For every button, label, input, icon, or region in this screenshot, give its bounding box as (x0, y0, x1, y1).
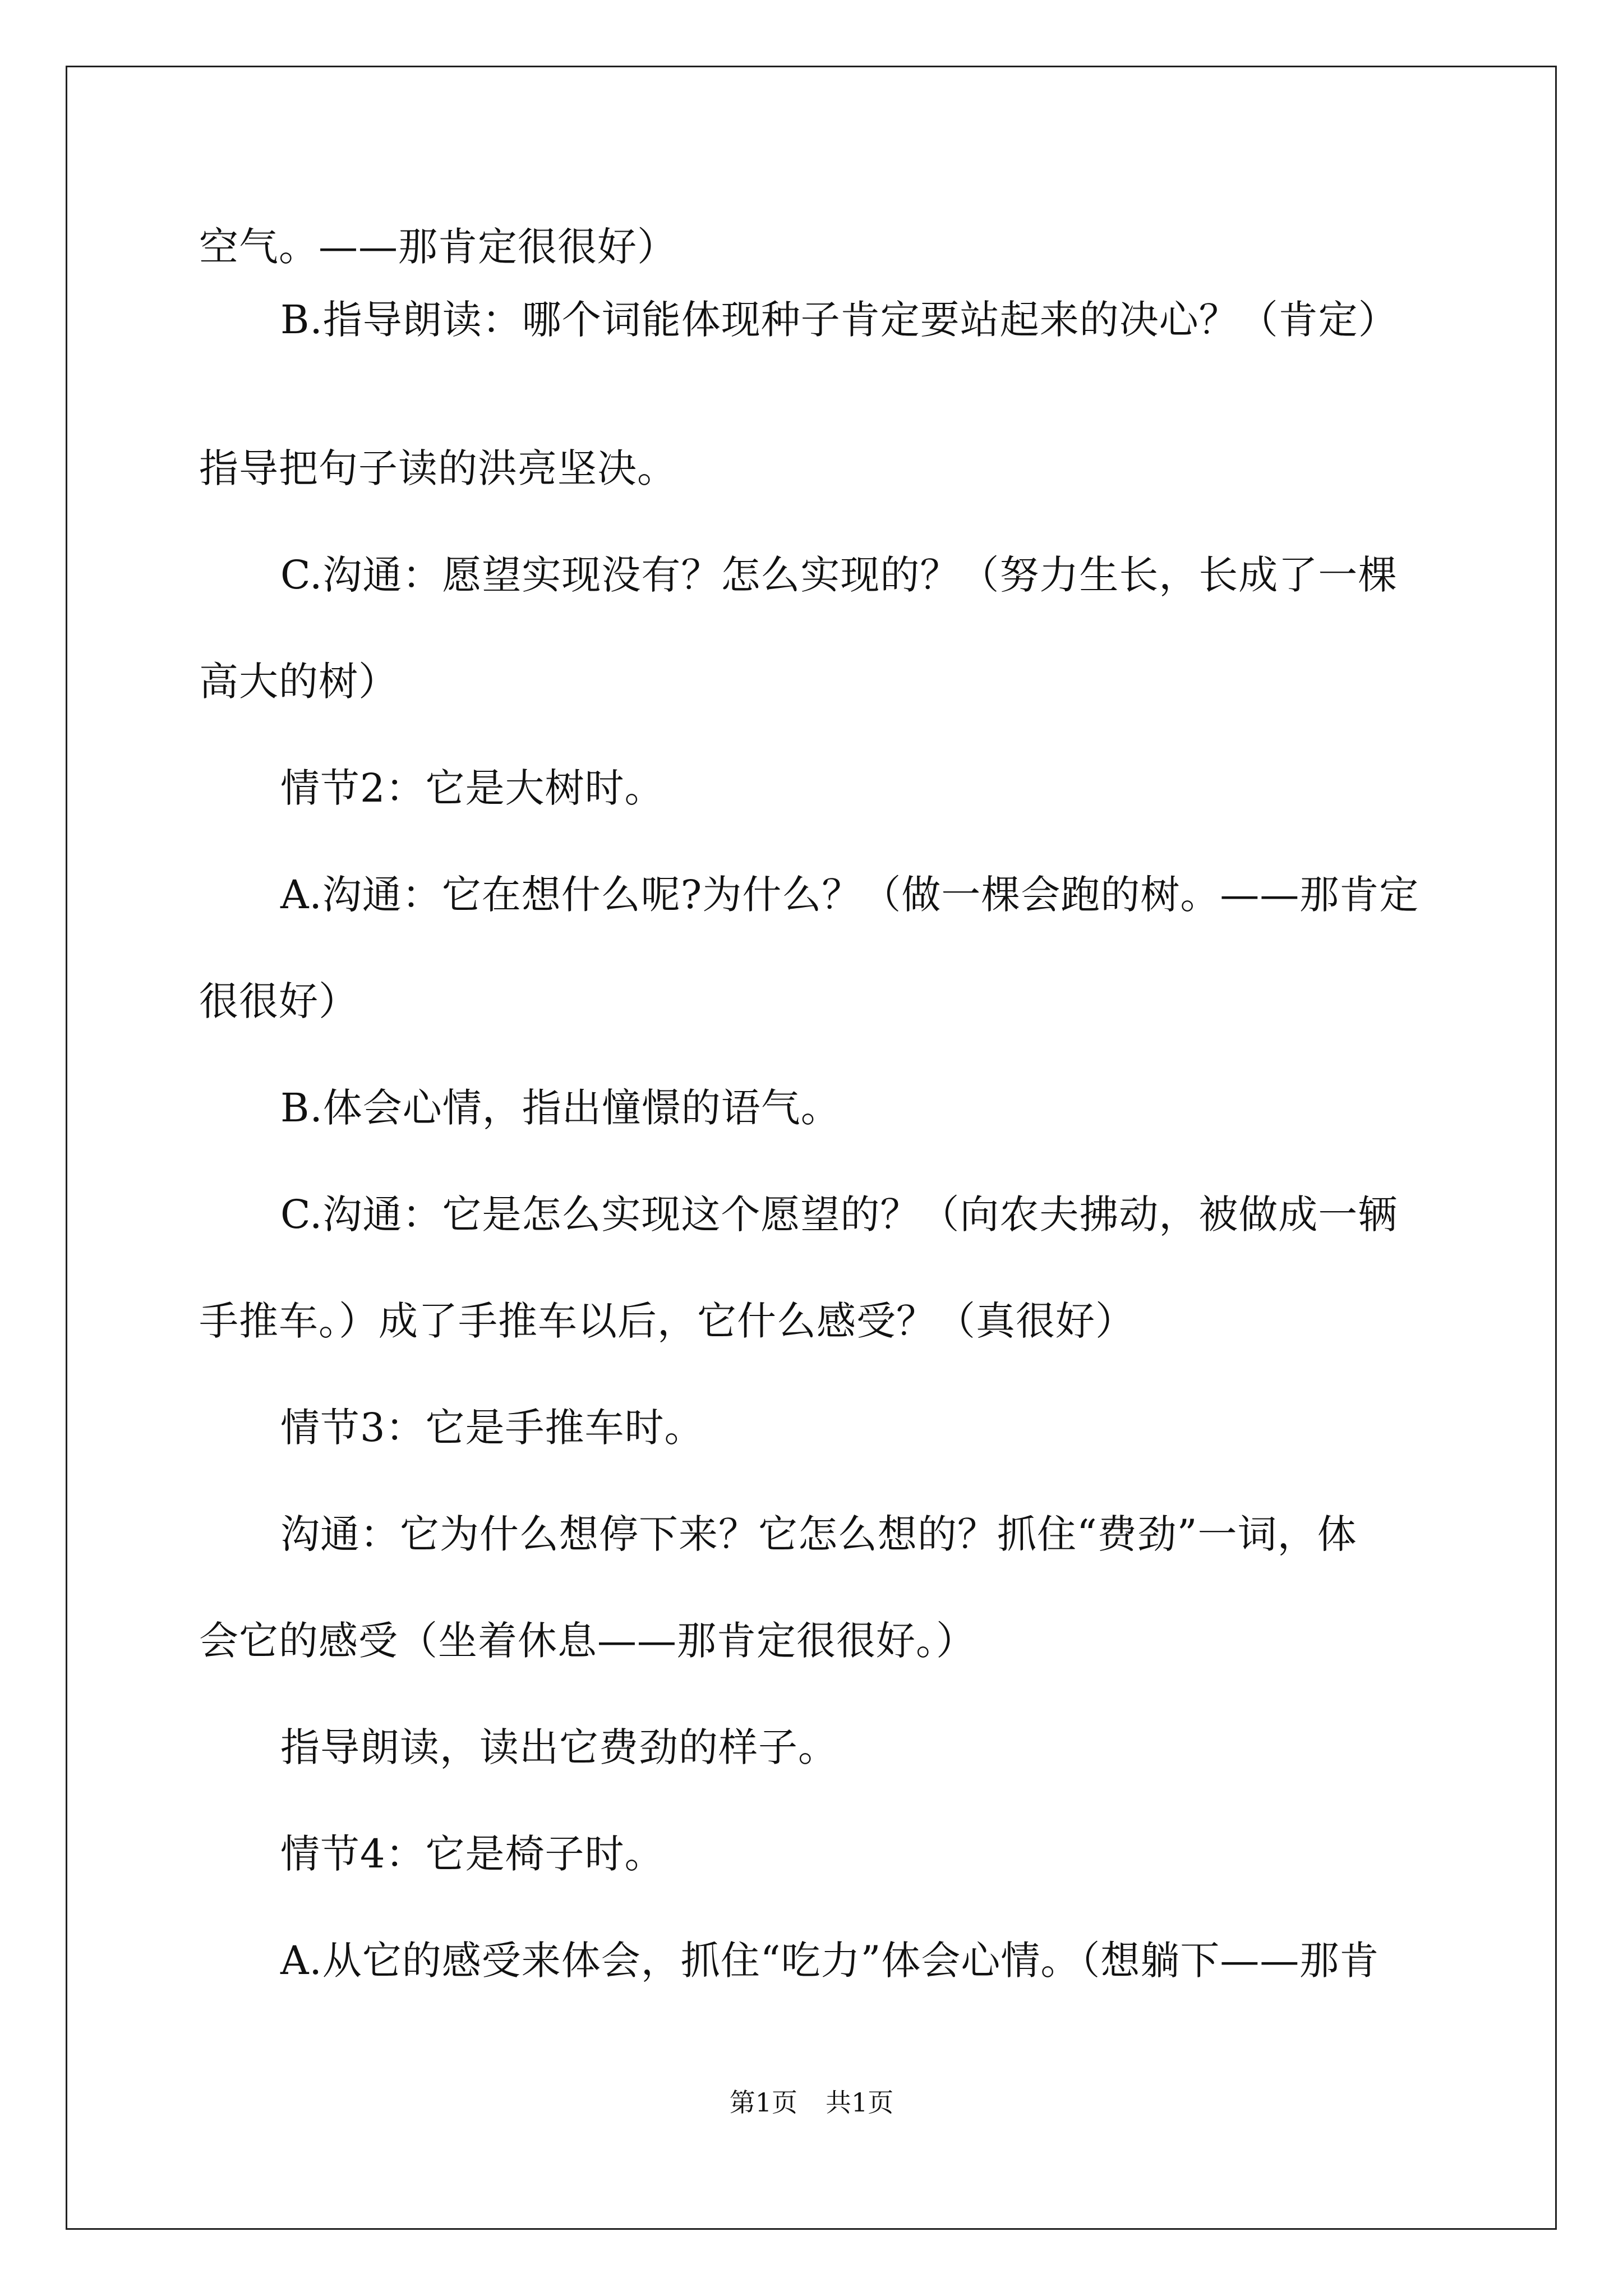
text-line-14: 会它的感受（坐着休息——那肯定很很好。） (199, 1618, 976, 1664)
text-line-2: B.指导朗读：哪个词能体现种子肯定要站起来的决心？（肯定） (280, 297, 1398, 343)
text-line-9: B.体会心情，指出憧憬的语气。 (280, 1085, 841, 1131)
text-line-11: 手推车。）成了手推车以后，它什么感受？（真很好） (199, 1298, 1135, 1344)
text-line-12: 情节3：它是手推车时。 (280, 1405, 704, 1451)
page-footer (0, 2087, 1623, 2118)
text-line-7: A.沟通：它在想什么呢?为什么？（做一棵会跑的树。——那肯定 (280, 872, 1419, 918)
text-line-13: 沟通：它为什么想停下来？它怎么想的？抓住“费劲”一词，体 (280, 1511, 1357, 1557)
text-line-15: 指导朗读，读出它费劲的样子。 (280, 1724, 838, 1770)
text-line-17: A.从它的感受来体会，抓住“吃力”体会心情。（想躺下——那肯 (280, 1938, 1380, 1984)
text-line-4: C.沟通：愿望实现没有？怎么实现的？（努力生长，长成了一棵 (280, 552, 1398, 598)
text-line-5: 高大的树） (199, 659, 398, 705)
page-total: 共1页 (826, 2087, 894, 2118)
text-line-3: 指导把句子读的洪亮坚决。 (199, 445, 677, 491)
text-line-16: 情节4：它是椅子时。 (280, 1831, 665, 1877)
page-number: 第1页 (729, 2087, 797, 2118)
text-line-6: 情节2：它是大树时。 (280, 765, 665, 811)
text-line-8: 很很好） (199, 978, 358, 1024)
text-line-10: C.沟通：它是怎么实现这个愿望的？（向农夫拂动，被做成一辆 (280, 1191, 1398, 1237)
text-line-1: 空气。——那肯定很很好） (199, 224, 677, 270)
